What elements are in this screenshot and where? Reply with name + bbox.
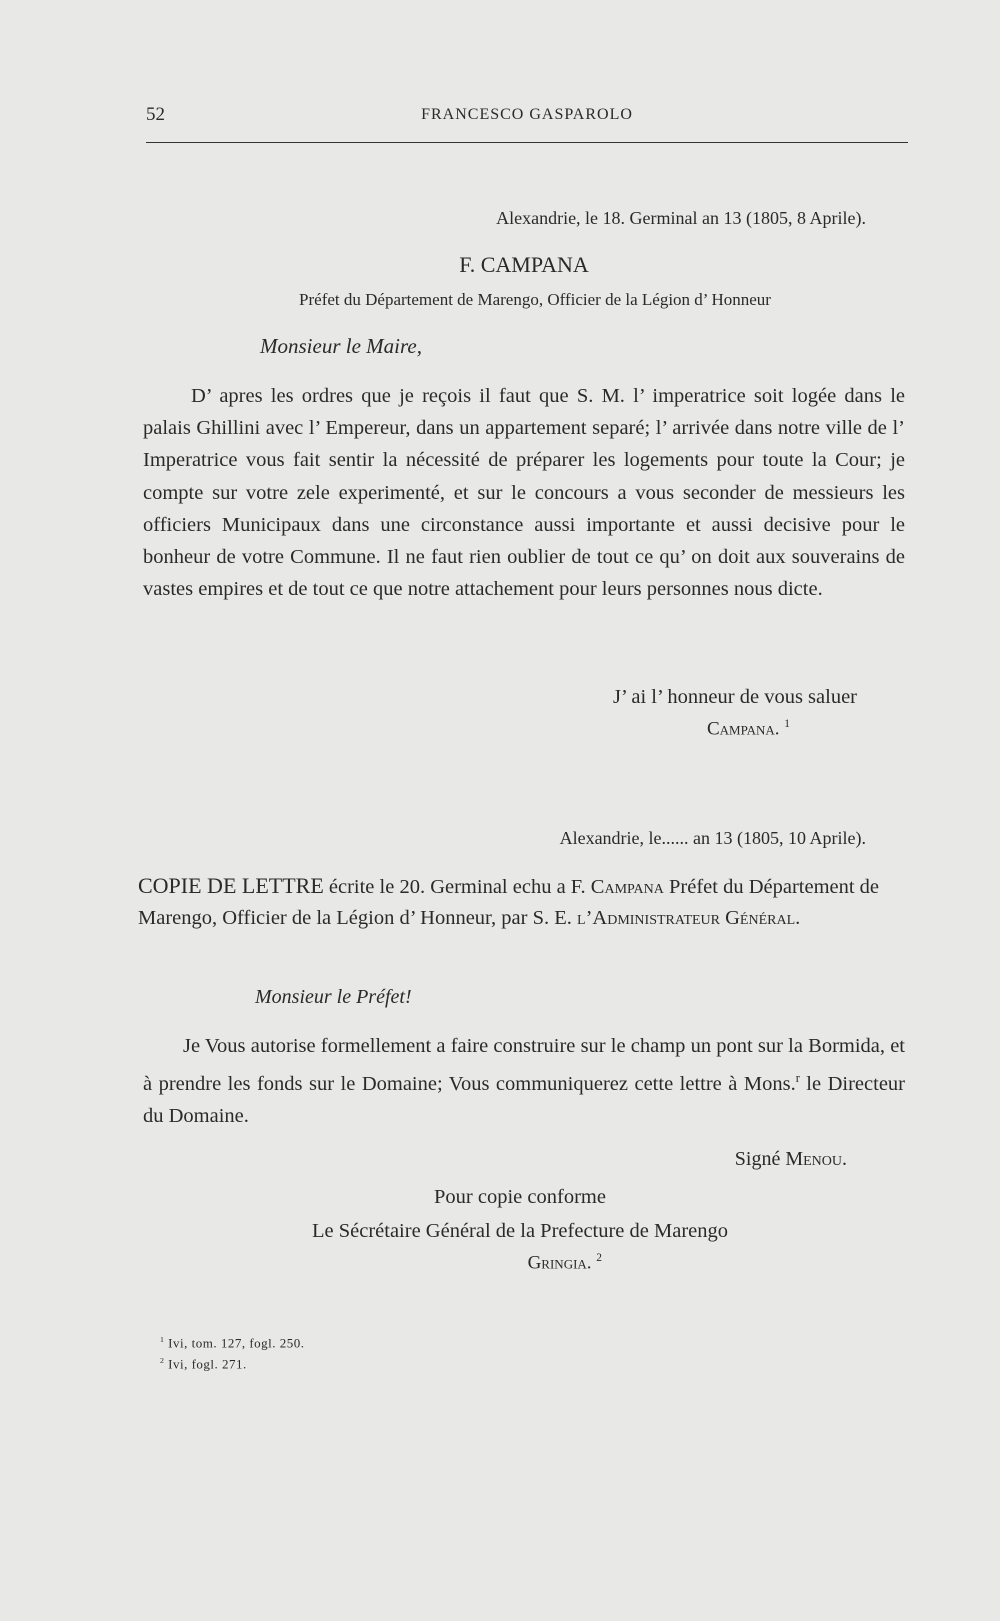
letter2-secretaire: Le Sécrétaire Général de la Prefecture de Marengo — [311, 1220, 729, 1242]
letter2-signe-label: Signé — [734, 1148, 786, 1170]
footnote — [160, 1331, 305, 1352]
running-title: FRANCESCO GASPAROLO — [421, 106, 633, 123]
letter1-body: D’ apres les ordres que je reçois il faut que S. M. l’ imperatrice soit logée dans le palais Ghillini avec l’ Empereur, dans un appartement separé; l’ arrivée dans notre ville de l’ Imperatrice vous fait sentir la nécessité de préparer les logements pour toute la Cour; je compte sur votre zele experimenté, et sur le concours a vous seconder de messieurs les officiers Municipaux dans une circonstance aussi importante et aussi decisive pour le bonheur de votre Commune. Il ne faut rien oublier de tout ce qu’ on doit aux souverains de vastes empires et de tout ce que notre attachement pour leurs personnes nous dicte. — [143, 385, 905, 601]
letter2-salutation: Monsieur le Préfet! — [255, 986, 412, 1008]
letter2-signe-name: Menou. — [785, 1148, 847, 1170]
letter1-sender: F. CAMPANA — [459, 252, 589, 277]
letter2-signature: Gringia. — [527, 1252, 592, 1274]
letter2-body-text-a: Je Vous autorise formellement a faire construire sur le champ un pont sur la Bormida, et à prendre les fonds sur le Domaine; Vous communiquerez cette lettre à Mons. — [143, 1035, 905, 1096]
letter2-body — [143, 1030, 905, 1132]
letter1-signature: Campana. — [706, 718, 780, 740]
letter2-body-sup: r — [795, 1071, 800, 1086]
letter2-dateline: Alexandrie, le...... an 13 (1805, 10 Aprile). — [559, 828, 866, 848]
header-rule — [146, 142, 908, 143]
letter2-pour-copie: Pour copie conforme — [434, 1186, 606, 1208]
letter1-sender-title: Préfet du Département de Marengo, Officier de la Légion d’ Honneur — [299, 290, 771, 309]
page-number: 52 — [146, 104, 165, 125]
footnote — [160, 1352, 305, 1373]
letter1-closing: J’ ai l’ honneur de vous saluer — [612, 686, 857, 708]
letter2-heading-name: Campana — [590, 876, 664, 898]
letter1-dateline: Alexandrie, le 18. Germinal an 13 (1805, 8 Aprile). — [496, 208, 866, 228]
page-header — [146, 104, 908, 132]
letter2-signature-line — [528, 1252, 602, 1274]
letter2-heading-text-a: écrite le 20. Germinal echu a F. — [323, 876, 591, 898]
letter2-heading — [138, 870, 906, 934]
footnote-ref-1: 1 — [784, 718, 790, 730]
footnote-mark: 2 — [160, 1356, 165, 1366]
letter2-body-text-b: le Directeur du Domaine. — [143, 1073, 905, 1128]
letter2-heading-text-b: Préfet du Département de Marengo, Officier de la Légion d’ Honneur, par S. E. — [138, 876, 880, 929]
letter2-heading-caps: COPIE DE LETTRE — [138, 873, 324, 898]
footnote-mark: 1 — [160, 1335, 165, 1344]
letter2-heading-admin: l’Administrateur Général. — [577, 907, 801, 929]
footnote-text: Ivi, tom. 127, fogl. 250. — [168, 1335, 305, 1351]
footnote-text: Ivi, fogl. 271. — [168, 1356, 247, 1372]
footnotes — [160, 1331, 305, 1374]
letter2-signe-line — [735, 1148, 847, 1171]
footnote-ref-2: 2 — [596, 1252, 602, 1264]
letter1-signature-line — [707, 718, 790, 740]
letter1-salutation: Monsieur le Maire, — [260, 334, 422, 358]
